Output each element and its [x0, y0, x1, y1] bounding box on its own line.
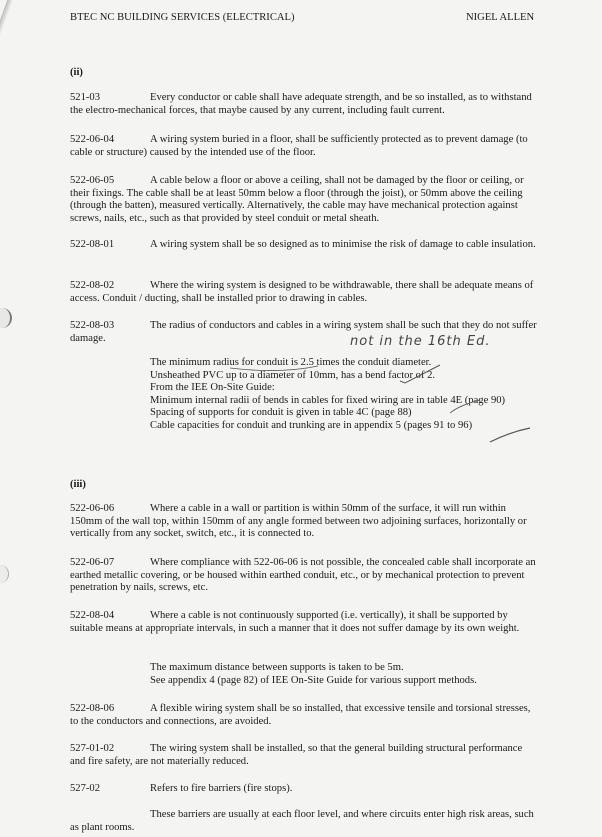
note-line: Cable capacities for conduit and trunking are in appendix 5 (pages 91 to 96): [150, 419, 473, 431]
regulation-code: 522-08-03: [70, 320, 115, 331]
regulation-code: 522-08-02: [70, 280, 115, 291]
regulation-code: 522-06-06: [70, 503, 115, 514]
regulation-527-02: [70, 783, 538, 796]
note-line: See appendix 4 (page 82) of IEE On-Site Guide for various support methods.: [150, 674, 477, 686]
regulation-522-08-06: [70, 703, 538, 728]
regulation-522-08-04: [70, 610, 538, 635]
regulation-text: Refers to fire barriers (fire stops).: [150, 783, 293, 794]
fire-barrier-note: These barriers are usually at each floor level, and where circuits enter high risk areas, such as plant rooms.: [70, 809, 534, 833]
regulation-code: 522-06-04: [70, 134, 115, 145]
section-iii-heading: (iii): [70, 479, 86, 490]
note-line: The maximum distance between supports is taken to be 5m.: [150, 662, 404, 673]
header-right: NIGEL ALLEN: [466, 12, 535, 23]
regulation-text: The wiring system shall be installed, so that the general building structural performance and fire safety, are not materially reduced.: [70, 743, 523, 767]
regulation-527-01-02: [70, 743, 538, 768]
regulation-text: A wiring system shall be so designed as to minimise the risk of damage to cable insulation.: [150, 239, 536, 250]
regulation-text: A cable below a floor or above a ceiling, shall not be damaged by the floor or ceiling, or their fixings. The cable shall be at least 50mm below a floor (through the joist), or 50mm above the ceiling (through the batten), measured vertically. Alternatively, the cable may have mechanical protection against screws, nails, etc., such as that provided by steel conduit or metal sheath.: [70, 175, 524, 224]
regulation-text: The radius of conductors and cables in a wiring system shall be such that they do not suffer damage.: [70, 320, 537, 344]
regulation-code: 522-08-06: [70, 703, 115, 714]
regulation-code: 522-08-04: [70, 610, 115, 621]
regulation-text: A flexible wiring system shall be so installed, that excessive tensile and torsional stresses, to the conductors and connections, are avoided.: [70, 703, 531, 727]
regulation-text: A wiring system buried in a floor, shall be sufficiently protected as to prevent damage (to cable or structure) caused by the intended use of the floor.: [70, 134, 528, 158]
regulation-code: 522-06-07: [70, 557, 115, 568]
regulation-text: Where a cable is not continuously supported (i.e. vertically), it shall be supported by suitable means at appropriate intervals, in such a manner that it does not suffer damage by its own weight.: [70, 610, 520, 634]
note-line: Unsheathed PVC up to a diameter of 10mm, has a bend factor of 2.: [150, 369, 436, 381]
regulation-code: 522-06-05: [70, 175, 115, 186]
regulation-code: 521-03: [70, 92, 101, 103]
regulation-text: Every conductor or cable shall have adequate strength, and be so installed, as to withstand the electro-mechanical forces, that maybe caused by any current, including fault current.: [70, 92, 532, 116]
regulation-code: 527-02: [70, 783, 101, 794]
note-line: From the IEE On-Site Guide:: [150, 382, 275, 394]
support-notes: [150, 662, 550, 687]
regulation-text: Where compliance with 522-06-06 is not possible, the concealed cable shall incorporate an earthed metallic covering, or be housed within earthed conduit, etc., or by mechanical protection to prevent penetration by nails, screws, etc.: [70, 557, 536, 594]
regulation-text: Where the wiring system is designed to be withdrawable, there shall be adequate means of access. Conduit / ducting, shall be installed prior to drawing in cables.: [70, 280, 534, 304]
note-line: The minimum radius for conduit is 2.5 times the conduit diameter.: [150, 357, 432, 368]
regulation-code: 522-08-01: [70, 239, 115, 250]
section-ii-heading: (ii): [70, 67, 83, 78]
note-line: Minimum internal radii of bends in cables for fixed wiring are in table 4E (page 90): [150, 394, 506, 406]
note-line: Spacing of supports for conduit is given in table 4C (page 88): [150, 407, 412, 419]
regulation-522-06-07: [70, 557, 538, 595]
regulation-code: 527-01-02: [70, 743, 115, 754]
header-left: BTEC NC BUILDING SERVICES (ELECTRICAL): [70, 12, 295, 23]
handwritten-annotation: not in the 16th Ed.: [350, 334, 491, 349]
regulation-text: Where a cable in a wall or partition is within 50mm of the surface, it will run within 150mm of the wall top, within 150mm of any angle formed between two adjoining surfaces, horizontally or vertically from any socket, switch, etc., it is connected to.: [70, 503, 527, 540]
regulation-522-06-06: [70, 503, 538, 541]
